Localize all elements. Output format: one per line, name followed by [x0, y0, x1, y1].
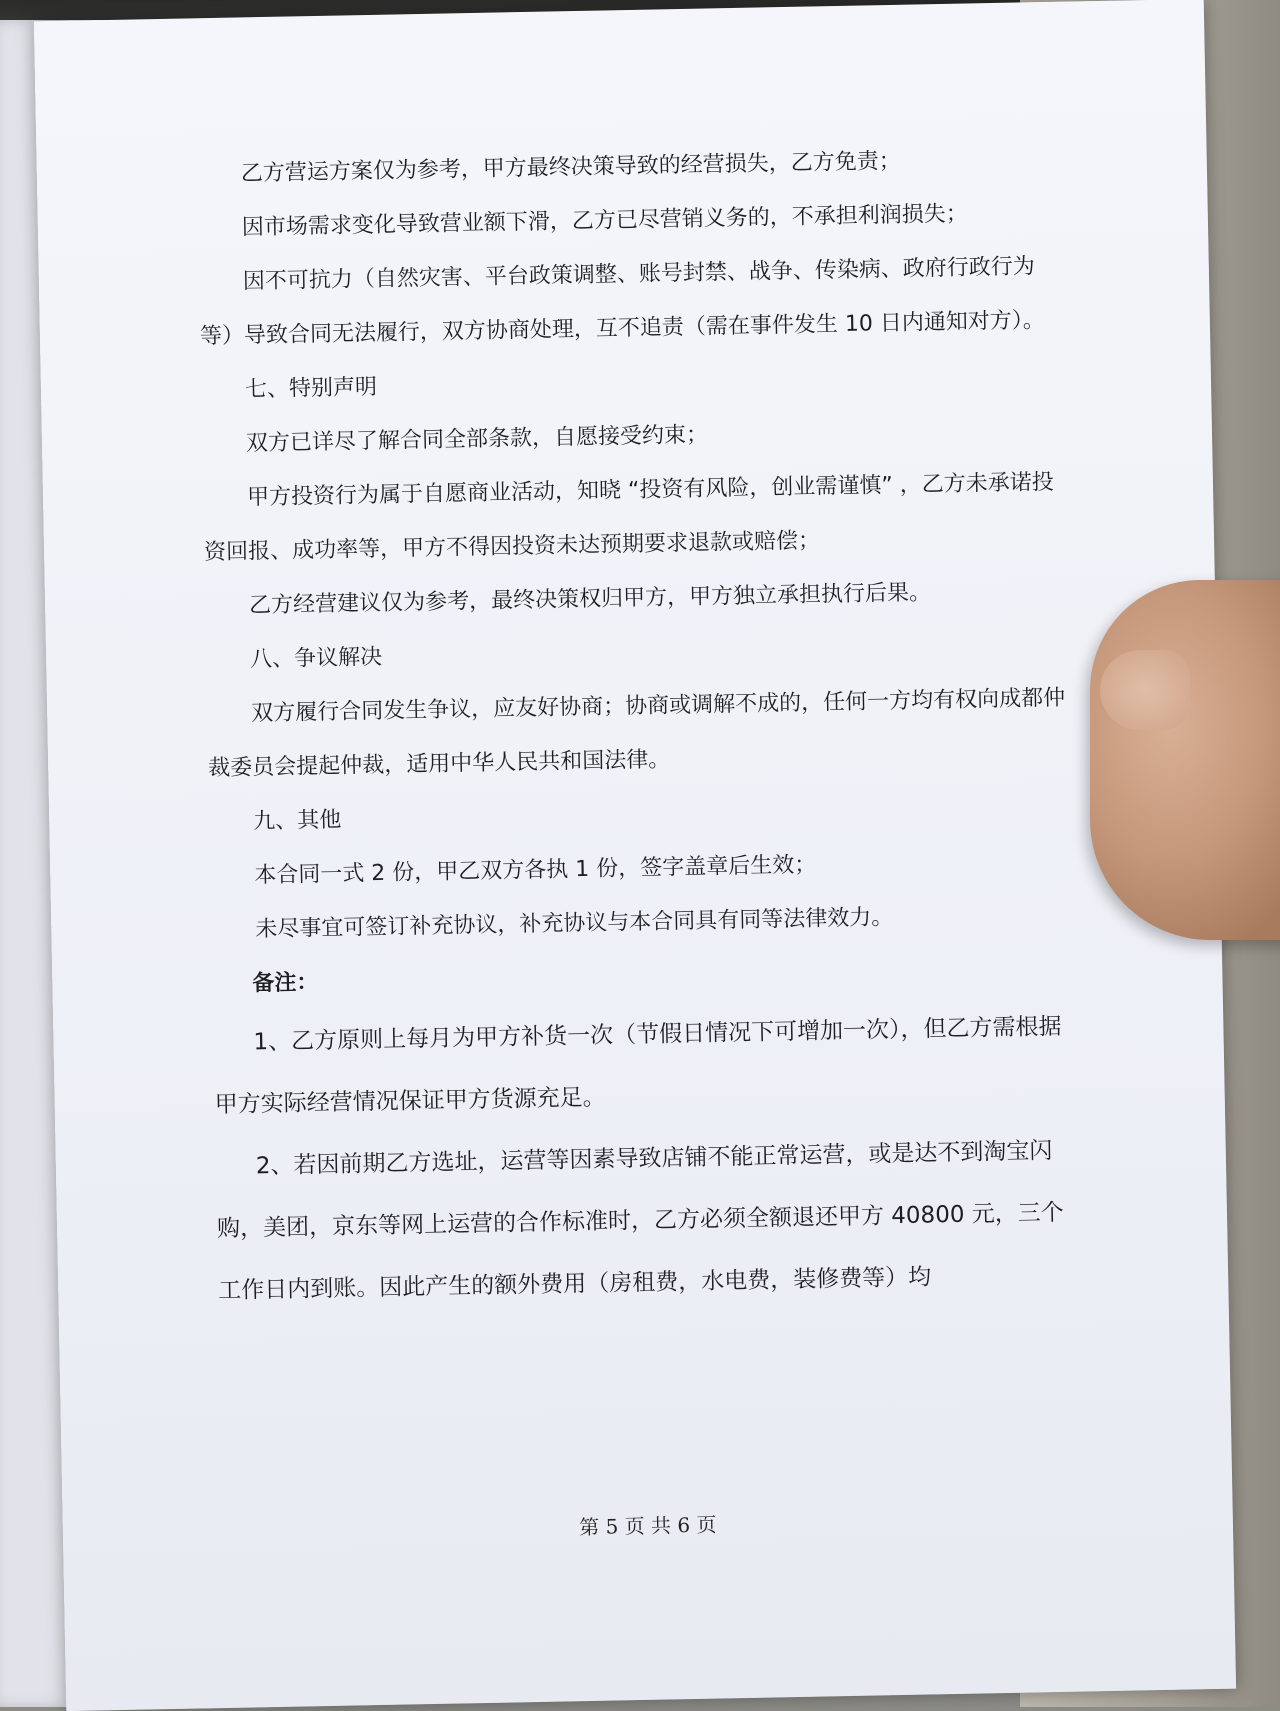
document-page — [34, 0, 1236, 1711]
paragraph: 乙方营运方案仅为参考，甲方最终决策导致的经营损失，乙方免责； — [240, 148, 901, 187]
hand-thumb — [1090, 580, 1280, 940]
paragraph: 双方已详尽了解合同全部条款，自愿接受约束； — [245, 422, 709, 457]
paragraph: 甲方投资行为属于自愿商业活动，知晓 “投资有风险，创业需谨慎” ，乙方未承诺投资回报、成功率等，甲方不得因投资未达预期要求退款或赔偿； — [203, 469, 1054, 566]
thumbnail-highlight — [1100, 650, 1190, 730]
note-item: 2、若因前期乙方选址，运营等因素导致店铺不能正常运营，或是达不到淘宝闪购，美团，京东等网上运营的合作标准时，乙方必须全额退还甲方 40800 元，三个工作日内到账。因此产生的额外费用（房租费，水电费，装修费等）均 — [216, 1138, 1064, 1305]
section-heading: 八、争议解决 — [249, 644, 383, 673]
section-heading: 九、其他 — [253, 807, 342, 835]
paragraph: 双方履行合同发生争议，应友好协商；协商或调解不成的，任何一方均有权向成都仲裁委员会提起仲裁，适用中华人民共和国法律。 — [208, 685, 1066, 782]
page-number: 第 5 页 共 6 页 — [579, 1512, 717, 1540]
note-item: 1、乙方原则上每月为甲方补货一次（节假日情况下可增加一次），但乙方需根据甲方实际经营情况保证甲方货源充足。 — [214, 1013, 1062, 1119]
paragraph: 未尽事宜可签订补充协议，补充协议与本合同具有同等法律效力。 — [255, 905, 894, 943]
notes-title: 备注： — [252, 970, 319, 997]
paragraph: 本合同一式 2 份，甲乙双方各执 1 份，签字盖章后生效； — [254, 852, 817, 889]
section-heading: 七、特别声明 — [244, 374, 378, 403]
page-content — [196, 132, 1078, 1322]
paragraph: 乙方经营建议仅为参考，最终决策权归甲方，甲方独立承担执行后果。 — [248, 580, 932, 619]
paragraph: 因市场需求变化导致营业额下滑，乙方已尽营销义务的，不承担利润损失； — [241, 201, 969, 241]
paragraph: 因不可抗力（自然灾害、平台政策调整、账号封禁、战争、传染病、政府行政行为等）导致合同无法履行，双方协商处理，互不追责（需在事件发生 10 日内通知对方）。 — [199, 254, 1046, 350]
